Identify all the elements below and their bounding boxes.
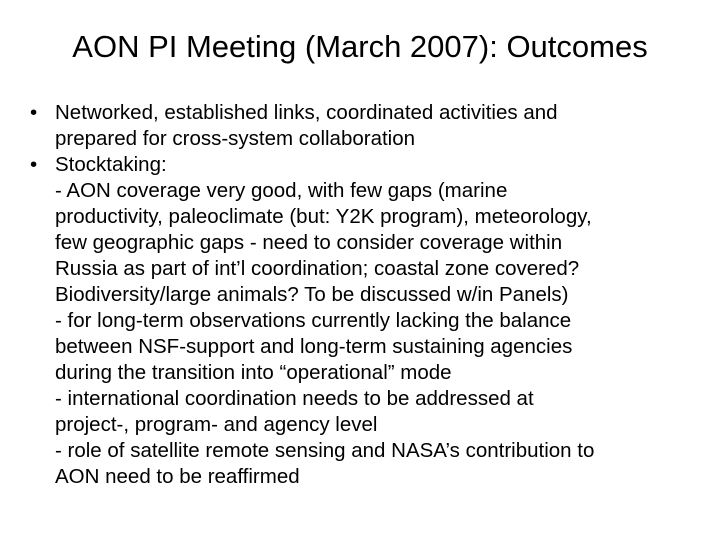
bullet-line: Russia as part of int’l coordination; coastal zone covered?: [55, 257, 580, 280]
bullet-line: - international coordination needs to be addressed at: [55, 387, 534, 410]
bullet-line: Networked, established links, coordinated activities and: [55, 101, 558, 124]
bullet-line: - AON coverage very good, with few gaps (marine: [55, 179, 508, 202]
bullet-line: few geographic gaps - need to consider coverage within: [55, 231, 563, 254]
bullet-item-networked: [30, 100, 700, 152]
bullet-line: during the transition into “operational” mode: [55, 361, 452, 384]
bullet-line: - role of satellite remote sensing and NASA’s contribution to: [55, 439, 595, 462]
bullet-line: Stocktaking:: [55, 153, 167, 176]
bullet-line: project-, program- and agency level: [55, 413, 378, 436]
bullet-line: productivity, paleoclimate (but: Y2K program), meteorology,: [55, 205, 592, 228]
bullet-line: between NSF-support and long-term sustaining agencies: [55, 335, 573, 358]
bullet-dot-icon: •: [30, 101, 38, 124]
bullet-line: AON need to be reaffirmed: [55, 465, 300, 488]
bullet-line: Biodiversity/large animals? To be discussed w/in Panels): [55, 283, 569, 306]
bullet-dot-icon: •: [30, 153, 38, 176]
bullet-line: prepared for cross-system collaboration: [55, 127, 416, 150]
bullet-line: - for long-term observations currently lacking the balance: [55, 309, 572, 332]
bullet-list: [30, 100, 700, 490]
slide-title: AON PI Meeting (March 2007): Outcomes: [72, 29, 648, 64]
bullet-item-stocktaking: [30, 152, 700, 490]
